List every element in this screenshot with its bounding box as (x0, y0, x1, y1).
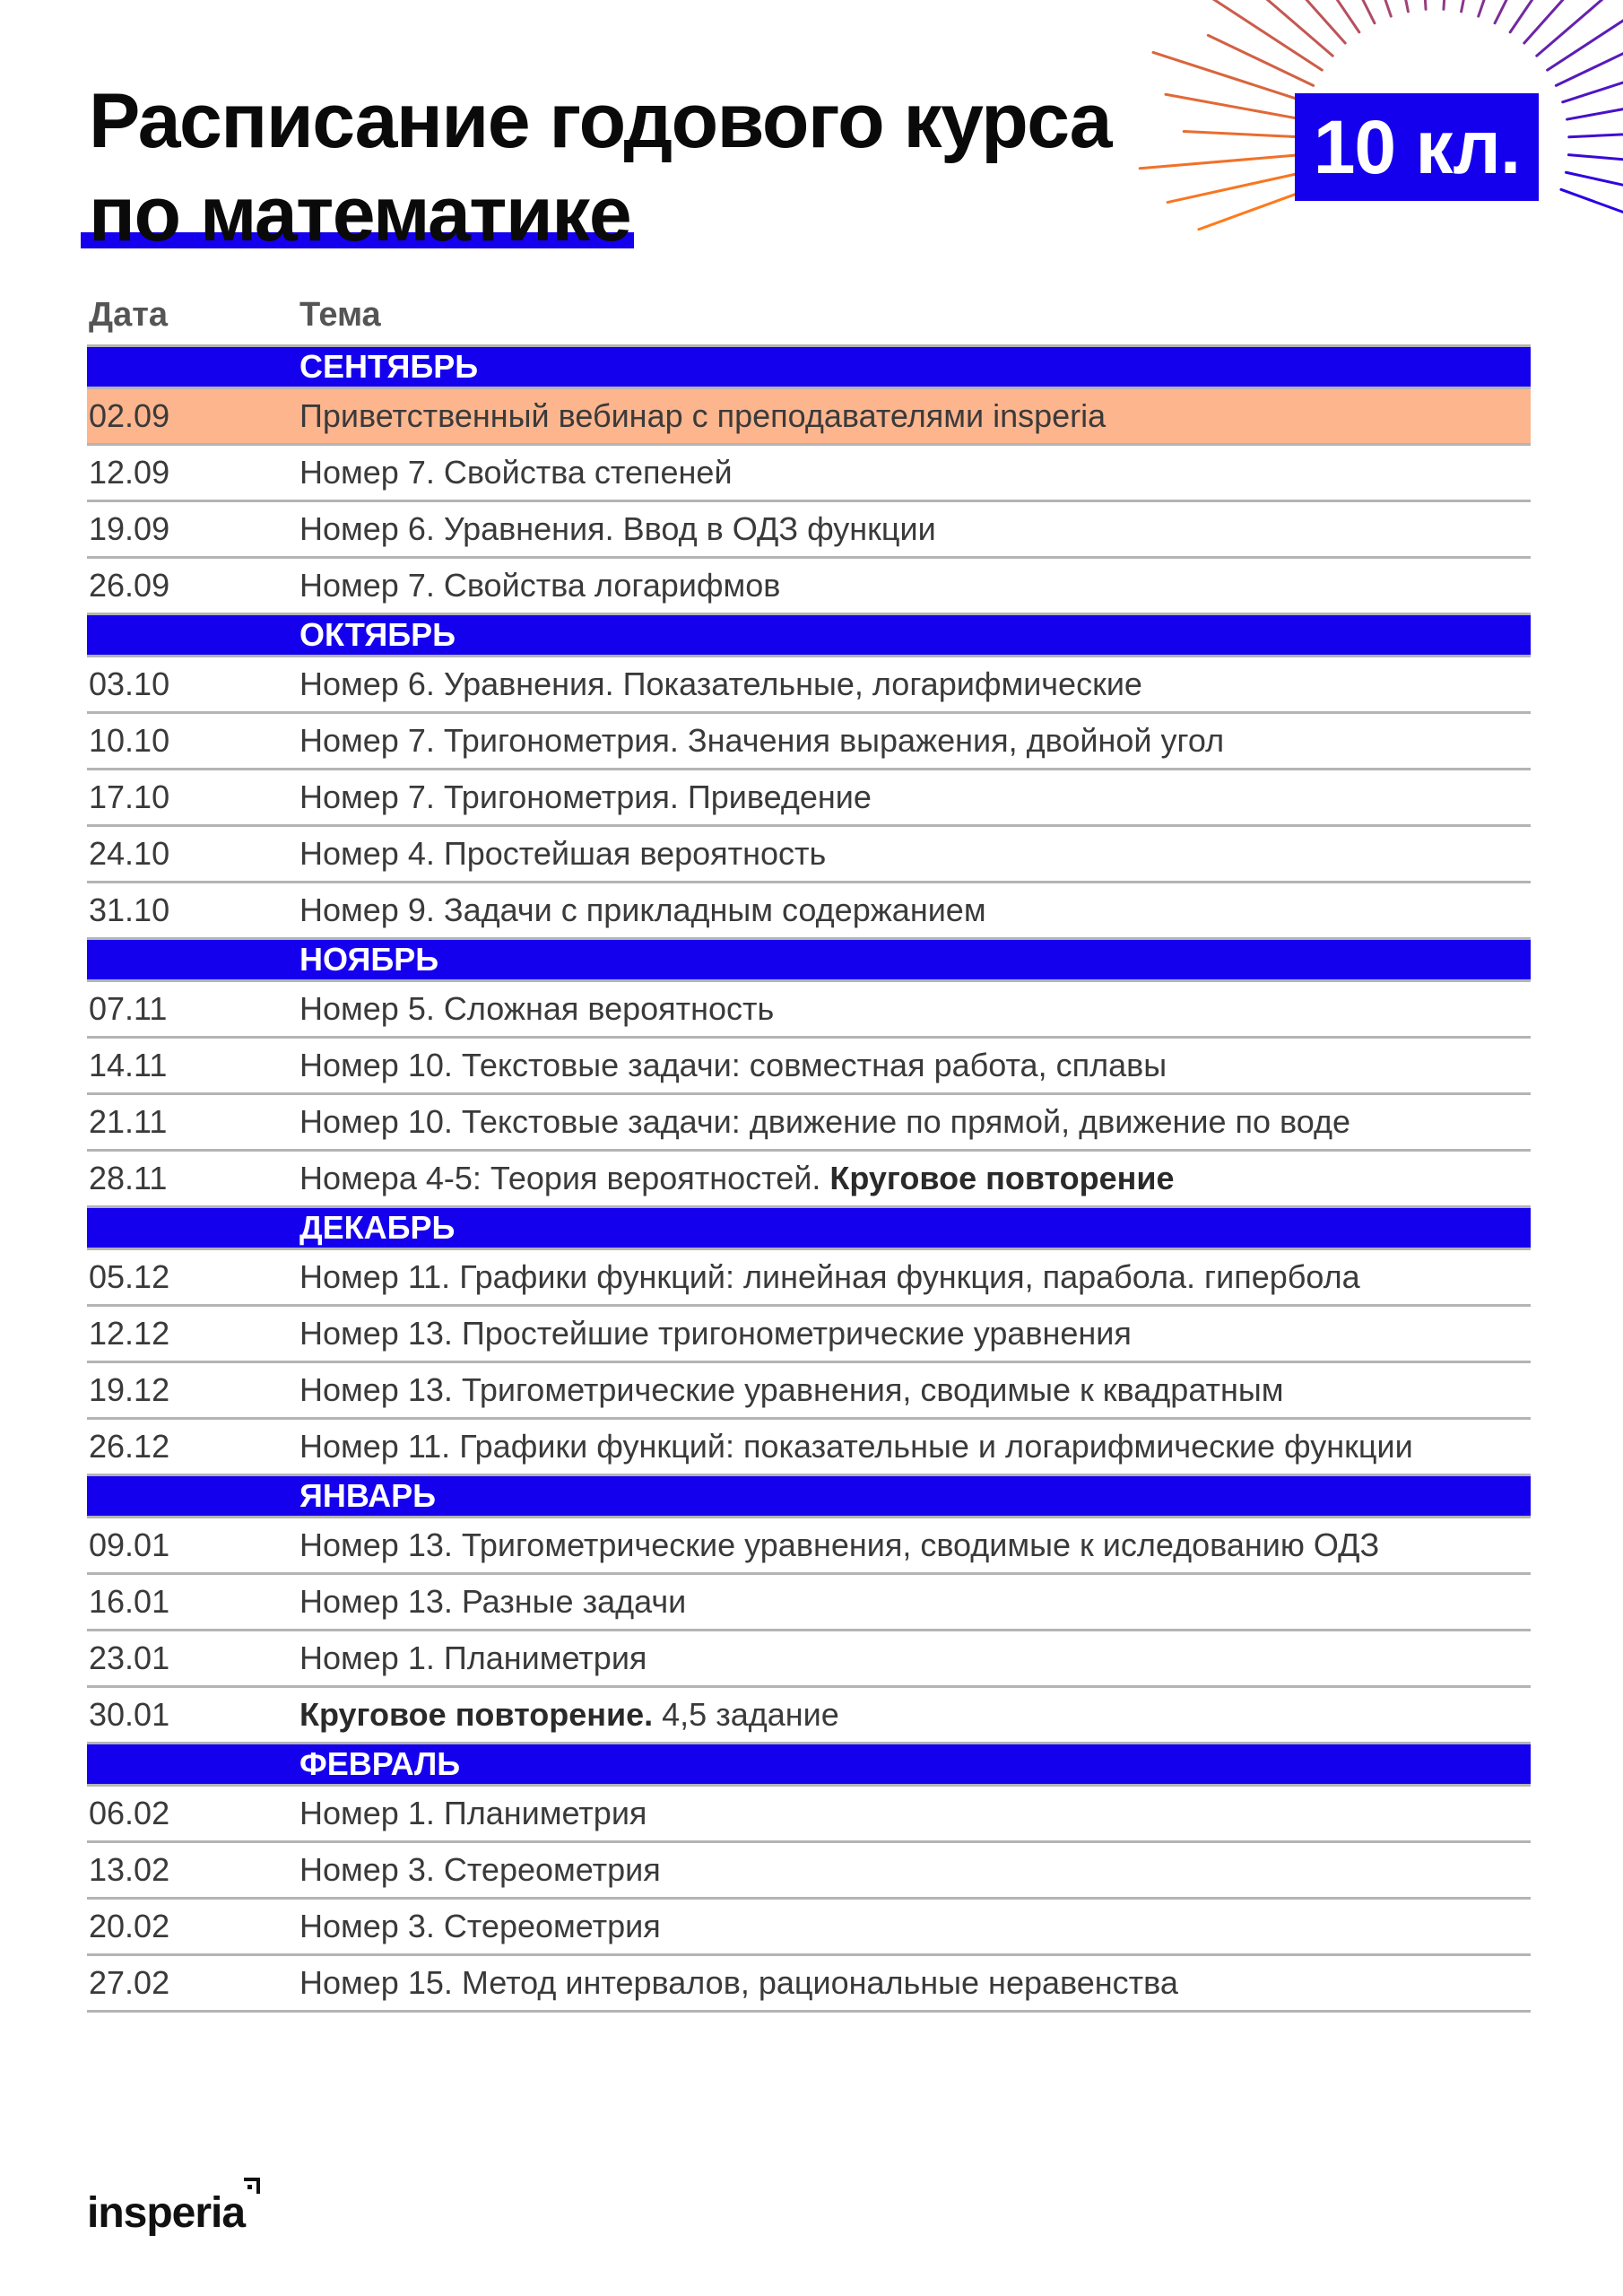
sunburst-ray (1184, 132, 1300, 137)
lesson-topic (299, 1639, 647, 1677)
lesson-topic-text: Номер 1. Планиметрия (299, 1795, 647, 1831)
table-row (87, 1688, 1531, 1742)
lesson-topic-text: Номер 4. Простейшая вероятность (299, 835, 827, 872)
lesson-date: 05.12 (89, 1258, 170, 1295)
lesson-topic (299, 722, 1224, 760)
lesson-topic (299, 1103, 1350, 1141)
table-row (87, 657, 1531, 711)
lesson-topic (299, 397, 1106, 435)
sunburst-ray (1524, 0, 1623, 43)
lesson-date: 20.02 (89, 1908, 170, 1944)
sunburst-ray (1353, 0, 1391, 16)
sunburst-ray (1563, 66, 1623, 102)
lesson-topic (299, 1160, 1175, 1197)
lesson-date: 14.11 (89, 1047, 168, 1083)
page-title-line-1: Расписание годового курса (89, 78, 1112, 164)
sunburst-ray (1211, 0, 1332, 56)
sunburst-ray (1567, 94, 1623, 119)
lesson-date: 28.11 (89, 1160, 168, 1196)
month-header: НОЯБРЬ (87, 940, 1531, 979)
sunburst-ray (1479, 0, 1531, 16)
lesson-topic-text: Номер 10. Текстовые задачи: совместная работа, сплавы (299, 1047, 1167, 1083)
lesson-topic-text: Номер 3. Стереометрия (299, 1908, 661, 1944)
lesson-date: 21.11 (89, 1103, 168, 1140)
column-header-date: Дата (89, 296, 168, 334)
lesson-topic (299, 510, 936, 548)
sunburst-ray (1167, 172, 1303, 202)
lesson-topic-text: Номер 7. Тригонометрия. Приведение (299, 778, 872, 815)
sunburst-ray (1166, 94, 1302, 119)
lesson-topic (299, 1047, 1167, 1084)
lesson-topic-text: Номер 5. Сложная вероятность (299, 990, 775, 1027)
sunburst-ray (1556, 16, 1623, 86)
lesson-date: 26.09 (89, 567, 170, 604)
sunburst-ray (1281, 0, 1359, 32)
month-header: ЯНВАРЬ (87, 1476, 1531, 1516)
lesson-topic-text: Номер 7. Свойства степеней (299, 454, 733, 491)
lesson-date: 16.01 (89, 1583, 170, 1620)
lesson-date: 09.01 (89, 1526, 170, 1563)
table-row (87, 1152, 1531, 1205)
lesson-topic (299, 1583, 686, 1621)
table-row (87, 714, 1531, 768)
lesson-date: 17.10 (89, 778, 170, 815)
lesson-topic (299, 454, 733, 491)
table-row (87, 1039, 1531, 1092)
table-row (87, 1095, 1531, 1149)
lesson-topic (299, 1908, 661, 1945)
lesson-date: 12.09 (89, 454, 170, 491)
lesson-topic-text: Номер 11. Графики функций: показательные и логарифмические функции (299, 1428, 1413, 1465)
sunburst-ray (1495, 0, 1547, 23)
lesson-topic-text: Номер 9. Задачи с прикладным содержанием (299, 891, 986, 928)
lesson-topic-text: Номер 7. Свойства логарифмов (299, 567, 781, 604)
lesson-date: 24.10 (89, 835, 170, 872)
sunburst-ray (1537, 0, 1623, 56)
table-row (87, 389, 1531, 443)
lesson-date: 27.02 (89, 1964, 170, 2001)
table-row (87, 1787, 1531, 1840)
sunburst-ray (1548, 0, 1623, 70)
lesson-topic-text: Номер 6. Уравнения. Ввод в ОДЗ функции (299, 510, 936, 547)
lesson-topic (299, 1795, 647, 1832)
grade-badge: 10 кл. (1295, 93, 1539, 201)
lesson-topic-bold: Круговое повторение. (299, 1696, 654, 1733)
sunburst-ray (1381, 0, 1409, 12)
sunburst-ray (1302, 0, 1374, 23)
sunburst-ray (1566, 172, 1623, 202)
insperia-logo: insperia (87, 2189, 246, 2237)
table-row (87, 770, 1531, 824)
lesson-topic-text: Приветственный вебинар с преподавателями insperia (299, 397, 1107, 434)
lesson-topic-text: Номер 13. Тригометрические уравнения, сводимые к иследованию ОДЗ (299, 1526, 1380, 1563)
lesson-topic (299, 778, 872, 816)
table-row (87, 1250, 1531, 1304)
lesson-date: 19.12 (89, 1371, 170, 1408)
lesson-date: 23.01 (89, 1639, 170, 1676)
logo-corner-mark-icon (240, 2178, 260, 2197)
month-header: СЕНТЯБРЬ (87, 347, 1531, 387)
lesson-topic (299, 1526, 1379, 1564)
table-row (87, 1363, 1531, 1417)
month-header: ФЕВРАЛЬ (87, 1744, 1531, 1784)
table-row (87, 559, 1531, 613)
lesson-topic (299, 665, 1142, 703)
lesson-date: 10.10 (89, 722, 170, 759)
lesson-topic-text: Номер 3. Стереометрия (299, 1851, 661, 1888)
lesson-topic-text: Номер 13. Тригометрические уравнения, сводимые к квадратным (299, 1371, 1284, 1408)
lesson-topic-text: Номер 15. Метод интервалов, рациональные неравенства (299, 1964, 1178, 2001)
table-row (87, 827, 1531, 881)
sunburst-ray (1561, 189, 1623, 245)
lesson-topic (299, 1851, 661, 1889)
lesson-topic-text: Номер 11. Графики функций: линейная функция, парабола. гипербола (299, 1258, 1360, 1295)
lesson-topic-text: Номер 1. Планиметрия (299, 1639, 647, 1676)
lesson-date: 13.02 (89, 1851, 170, 1888)
sunburst-ray (1153, 52, 1306, 101)
lesson-date: 31.10 (89, 891, 170, 928)
sunburst-ray (1462, 0, 1489, 12)
sunburst-ray (1268, 0, 1346, 43)
table-row (87, 982, 1531, 1036)
lesson-date: 26.12 (89, 1428, 170, 1465)
lesson-topic-text: Номер 13. Разные задачи (299, 1583, 687, 1620)
lesson-topic-text: Номер 6. Уравнения. Показательные, логарифмические (299, 665, 1142, 702)
table-row (87, 1575, 1531, 1629)
sunburst-ray (1199, 189, 1308, 229)
lesson-date: 02.09 (89, 397, 170, 434)
schedule-table (87, 344, 1531, 2013)
column-header-topic: Тема (299, 296, 381, 334)
lesson-date: 06.02 (89, 1795, 170, 1831)
divider (87, 2010, 1531, 2013)
table-row (87, 1956, 1531, 2010)
lesson-topic-text: Номер 10. Текстовые задачи: движение по прямой, движение по воде (299, 1103, 1350, 1140)
sunburst-ray (1569, 129, 1623, 137)
sunburst-ray (1415, 0, 1426, 9)
lesson-topic (299, 990, 774, 1028)
lesson-topic (299, 1964, 1178, 2002)
sunburst-ray (1140, 155, 1300, 169)
table-row (87, 1518, 1531, 1572)
table-row (87, 1420, 1531, 1474)
sunburst-ray (1568, 155, 1623, 165)
lesson-date: 30.01 (89, 1696, 170, 1733)
table-row (87, 883, 1531, 937)
lesson-topic (299, 1428, 1413, 1465)
table-row (87, 446, 1531, 500)
lesson-topic-text: Номер 7. Тригонометрия. Значения выражения, двойной угол (299, 722, 1225, 759)
lesson-topic (299, 1315, 1132, 1352)
lesson-topic (299, 1258, 1360, 1296)
lesson-topic (299, 1696, 839, 1734)
lesson-topic (299, 1371, 1284, 1409)
lesson-date: 19.09 (89, 510, 170, 547)
table-row (87, 1307, 1531, 1361)
month-header: ОКТЯБРЬ (87, 615, 1531, 655)
table-row (87, 1631, 1531, 1685)
lesson-topic (299, 835, 826, 873)
lesson-topic-bold: Круговое повторение (829, 1160, 1175, 1196)
month-header: ДЕКАБРЬ (87, 1208, 1531, 1248)
sunburst-ray (1444, 0, 1452, 9)
table-row (87, 1900, 1531, 1953)
sunburst-ray (1208, 35, 1313, 85)
sunburst-ray (1206, 0, 1323, 70)
lesson-topic (299, 891, 986, 929)
lesson-topic (299, 567, 780, 604)
lesson-date: 07.11 (89, 990, 168, 1027)
lesson-topic-text: Номер 13. Простейшие тригонометрические уравнения (299, 1315, 1132, 1352)
lesson-topic-text: Номера 4-5: Теория вероятностей. (299, 1160, 830, 1196)
page-title-line-2: по математике (89, 171, 631, 257)
lesson-date: 12.12 (89, 1315, 170, 1352)
lesson-topic-text: 4,5 задание (653, 1696, 839, 1733)
lesson-date: 03.10 (89, 665, 170, 702)
sunburst-ray (1510, 0, 1588, 32)
table-row (87, 502, 1531, 556)
table-row (87, 1843, 1531, 1897)
